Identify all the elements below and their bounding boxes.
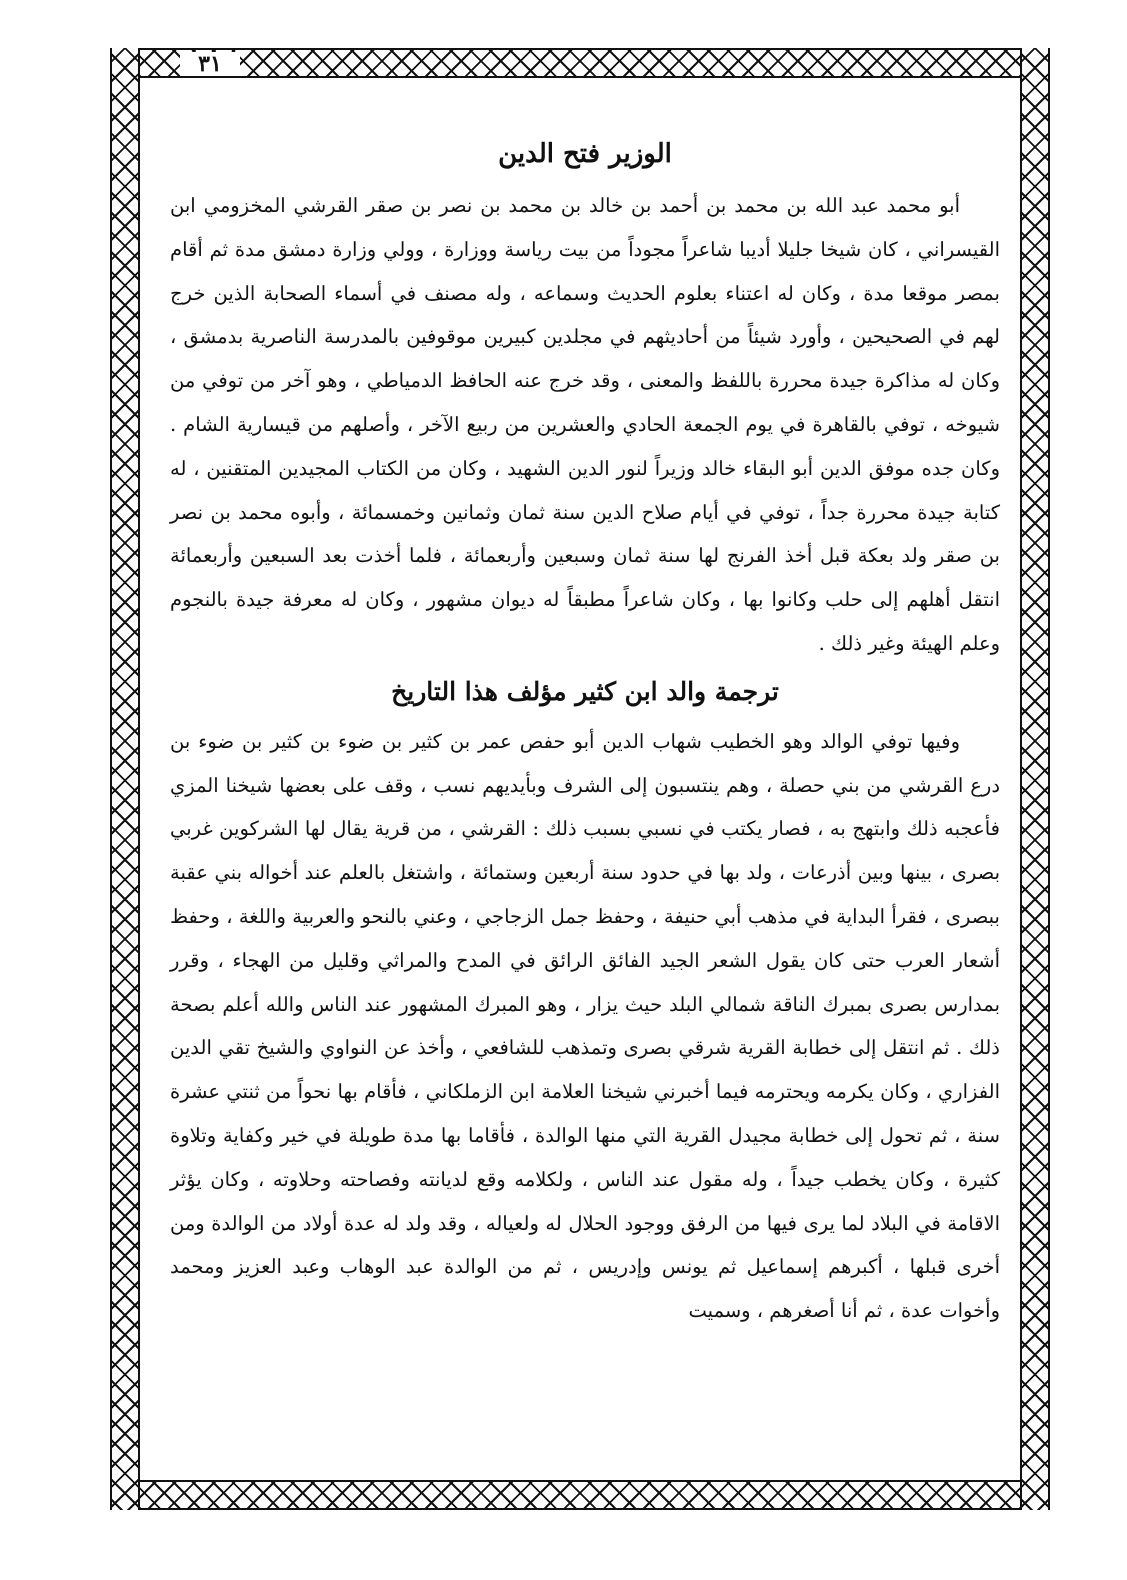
- ornamental-border-left: [110, 48, 140, 1510]
- ornamental-border-right: [1020, 48, 1050, 1510]
- section-heading-ibn-kathir-father: ترجمة والد ابن كثير مؤلف هذا التاريخ: [391, 676, 779, 706]
- ornamental-border-top: [110, 48, 1050, 78]
- ornamental-border-bottom: [110, 1480, 1050, 1510]
- section-text-vizier: أبو محمد عبد الله بن محمد بن أحمد بن خالد بن محمد بن نصر بن صقر القرشي المخزومي ابن القيسراني ، كان شيخا جليلا أديبا شاعراً مجوداً من بيت رياسة ووزارة ، وولي وزارة دمشق مدة ثم أقام بمصر موقعا مدة ، وكان له اعتناء بعلوم الحديث وسماعه ، وله مصنف في أسماء الصحابة الذين خرج لهم في الصحيحين ، وأورد شيئاً من أحاديثهم في مجلدين كبيرين موقوفين بالمدرسة الناصرية بدمشق ، وكان له مذاكرة جيدة محررة باللفظ والمعنى ، وقد خرج عنه الحافظ الدمياطي ، وهو آخر من توفي من شيوخه ، توفي بالقاهرة في يوم الجمعة الحادي والعشرين من ربيع الآخر ، وأصلهم من قيسارية الشام . وكان جده موفق الدين أبو البقاء خالد وزيراً لنور الدين الشهيد ، وكان من الكتاب المجيدين المتقنين ، له كتابة جيدة محررة جداً ، توفي في أيام صلاح الدين سنة ثمان وثمانين وخمسمائة ، وأبوه محمد بن نصر بن صقر ولد بعكة قبل أخذ الفرنج لها سنة ثمان وسبعين وأربعمائة ، فلما أخذت بعد السبعين وأربعمائة انتقل أهلهم إلى حلب وكانوا بها ، وكان شاعراً مطبقاً له ديوان مشهور ، وكان له معرفة جيدة بالنجوم وعلم الهيئة وغير ذلك .: [170, 194, 1000, 655]
- page-content: [170, 110, 1000, 1480]
- section-heading-vizier: الوزير فتح الدين: [498, 139, 672, 169]
- page-number: ٣١: [180, 52, 240, 76]
- section-text-ibn-kathir-father: وفيها توفي الوالد وهو الخطيب شهاب الدين أبو حفص عمر بن كثير بن ضوء بن كثير بن ضوء بن درع القرشي من بني حصلة ، وهم ينتسبون إلى الشرف وبأيديهم نسب ، وقف على بعضها شيخنا المزي فأعجبه ذلك وابتهج به ، فصار يكتب في نسبي بسبب ذلك : القرشي ، من قرية يقال لها الشركوين غربي بصرى ، بينها وبين أذرعات ، ولد بها في حدود سنة أربعين وستمائة ، واشتغل بالعلم عند أخواله بني عقبة ببصرى ، فقرأ البداية في مذهب أبي حنيفة ، وحفظ جمل الزجاجي ، وعني بالنحو والعربية واللغة ، وحفظ أشعار العرب حتى كان يقول الشعر الجيد الفائق الرائق في المدح والمراثي وقليل من الهجاء ، وقرر بمدارس بصرى بمبرك الناقة شمالي البلد حيث يزار ، وهو المبرك المشهور عند الناس والله أعلم بصحة ذلك . ثم انتقل إلى خطابة القرية شرقي بصرى وتمذهب للشافعي ، وأخذ عن النواوي والشيخ تقي الدين الفزاري ، وكان يكرمه ويحترمه فيما أخبرني شيخنا العلامة ابن الزملكاني ، فأقام بها نحواً من ثنتي عشرة سنة ، ثم تحول إلى خطابة مجيدل القرية التي منها الوالدة ، فأقاما بها مدة طويلة في خير وكفاية وتلاوة كثيرة ، وكان يخطب جيداً ، وله مقول عند الناس ، ولكلامه وقع لديانته وفصاحته وحلاوته ، وكان يؤثر الاقامة في البلاد لما يرى فيها من الرفق ووجود الحلال له ولعياله ، وقد ولد له عدة أولاد من الوالدة ومن أخرى قبلها ، أكبرهم إسماعيل ثم يونس وإدريس ، ثم من الوالدة عبد الوهاب وعبد العزيز ومحمد وأخوات عدة ، ثم أنا أصغرهم ، وسميت: [170, 729, 1000, 1323]
